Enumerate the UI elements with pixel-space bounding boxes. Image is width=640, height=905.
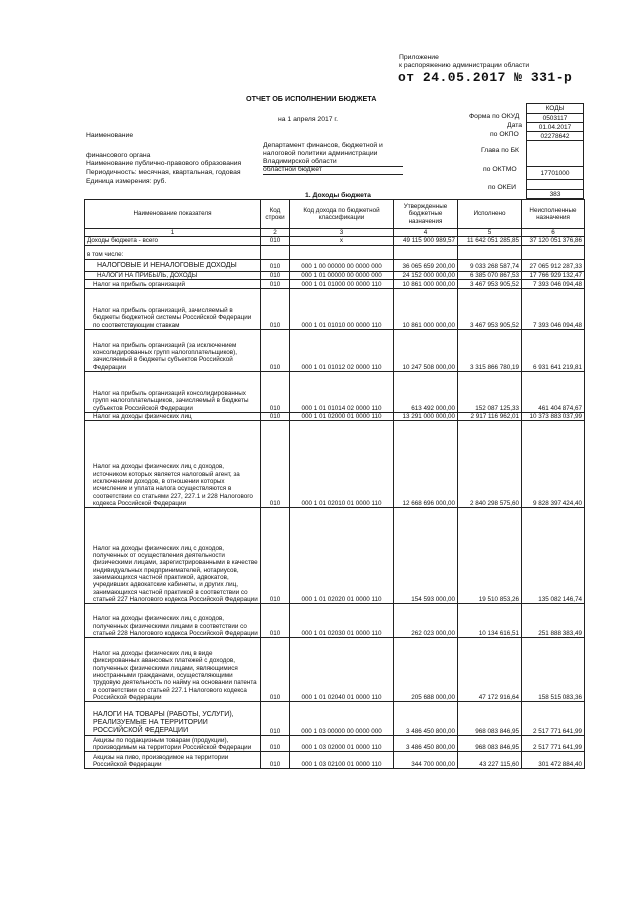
row-kbk: 000 1 01 02020 01 0000 110 — [290, 508, 394, 604]
row-code: 010 — [261, 237, 290, 245]
table-row — [85, 288, 585, 329]
row-approved: 24 152 000 000,00 — [394, 271, 458, 279]
table-row — [85, 237, 585, 245]
row-code: 010 — [261, 702, 290, 736]
row-kbk: 000 1 01 01010 00 0000 110 — [290, 288, 394, 329]
table-row — [85, 259, 585, 271]
table-row — [85, 421, 585, 508]
row-approved: 262 023 000,00 — [394, 604, 458, 638]
row-code: 010 — [261, 421, 290, 508]
row-code: 010 — [261, 638, 290, 702]
table-row — [85, 329, 585, 371]
row-executed: 968 083 846,95 — [458, 702, 522, 736]
row-kbk: 000 1 01 02000 01 0000 110 — [290, 412, 394, 420]
public-entity-value: областной бюджет — [263, 166, 403, 175]
okpo-label: по ОКПО — [490, 131, 519, 138]
glava-label: Глава по БК — [481, 147, 520, 154]
col-number: 6 — [522, 229, 585, 237]
row-executed: 47 172 916,64 — [458, 638, 522, 702]
row-approved: 3 486 450 800,00 — [394, 736, 458, 752]
row-unexecuted: 251 888 383,49 — [522, 604, 585, 638]
section-title: 1. Доходы бюджета — [305, 192, 371, 199]
col-header-name: Наименование показателя — [85, 200, 261, 229]
okpo-value: 02278642 — [527, 132, 584, 141]
row-kbk: 000 1 01 01012 02 0000 110 — [290, 329, 394, 371]
row-unexecuted: 37 120 051 376,86 — [522, 237, 585, 245]
row-approved: 10 861 000 000,00 — [394, 288, 458, 329]
row-approved: 10 861 000 000,00 — [394, 279, 458, 288]
col-number: 3 — [290, 229, 394, 237]
okei-value: 383 — [527, 190, 584, 199]
row-kbk: 000 1 01 01014 02 0000 110 — [290, 371, 394, 412]
row-unexecuted: 7 393 046 094,48 — [522, 288, 585, 329]
label-unit: Единица измерения: руб. — [86, 178, 167, 185]
col-header-kbk: Код дохода по бюджетной классификации — [290, 200, 394, 229]
row-approved: 10 247 508 000,00 — [394, 329, 458, 371]
row-code: 010 — [261, 371, 290, 412]
row-code: 010 — [261, 288, 290, 329]
row-name: Налог на доходы физических лиц — [85, 412, 261, 420]
row-code: 010 — [261, 329, 290, 371]
row-executed: 6 385 070 867,53 — [458, 271, 522, 279]
row-executed: 152 087 125,33 — [458, 371, 522, 412]
blank-code — [527, 180, 584, 190]
row-name: Доходы бюджета - всего — [85, 237, 261, 245]
col-number: 4 — [394, 229, 458, 237]
label-public-entity: Наименование публично-правового образования — [86, 160, 242, 167]
row-unexecuted: 17 766 929 132,47 — [522, 271, 585, 279]
codes-box — [526, 103, 584, 199]
row-executed: 2 917 116 962,01 — [458, 412, 522, 420]
table-row — [85, 638, 585, 702]
row-name: НАЛОГОВЫЕ И НЕНАЛОГОВЫЕ ДОХОДЫ — [85, 259, 261, 271]
table-row — [85, 279, 585, 288]
row-code: 010 — [261, 259, 290, 271]
row-unexecuted: 2 517 771 641,99 — [522, 736, 585, 752]
table-row — [85, 604, 585, 638]
col-header-executed: Исполнено — [458, 200, 522, 229]
row-unexecuted: 7 393 046 094,48 — [522, 279, 585, 288]
table-row — [85, 752, 585, 769]
label-periodicity: Периодичность: месячная, квартальная, годовая — [86, 169, 241, 176]
row-kbk: 000 1 00 00000 00 0000 000 — [290, 259, 394, 271]
row-code: 010 — [261, 412, 290, 420]
row-kbk: 000 1 01 02030 01 0000 110 — [290, 604, 394, 638]
row-kbk: 000 1 01 00000 00 0000 000 — [290, 271, 394, 279]
col-number: 5 — [458, 229, 522, 237]
row-executed — [458, 245, 522, 259]
row-name: Налог на прибыль организаций консолидированных групп налогоплательщиков, зачисляемый в бюджеты субъектов Российской Федерации — [85, 371, 261, 412]
row-name: Налог на прибыль организаций, зачисляемый в бюджеты бюджетной системы Российской Федерации по соответствующим ставкам — [85, 288, 261, 329]
row-code: 010 — [261, 604, 290, 638]
row-name: Налог на доходы физических лиц с доходов, полученных от осуществления деятельности физическими лицами, зарегистрированными в качестве индивидуальных предпринимателей, нотариусов, занимающихся частной практикой, адвокатов, учредивших адвокатские кабинеты, и других лиц, занимающихся частной практикой в соответствии со статьей 227 Налогового кодекса Российской Федерации — [85, 508, 261, 604]
table-row — [85, 736, 585, 752]
row-unexecuted: 2 517 771 641,99 — [522, 702, 585, 736]
row-executed: 3 467 953 905,52 — [458, 288, 522, 329]
glava-value — [527, 141, 584, 167]
row-executed: 19 510 853,26 — [458, 508, 522, 604]
table-row — [85, 412, 585, 420]
col-header-code: Код строки — [261, 200, 290, 229]
row-approved: 154 593 000,00 — [394, 508, 458, 604]
row-unexecuted: 461 404 874,67 — [522, 371, 585, 412]
row-code — [261, 245, 290, 259]
row-name: Налог на прибыль организаций — [85, 279, 261, 288]
row-kbk: 000 1 03 00000 00 0000 000 — [290, 702, 394, 736]
row-name: Акцизы по подакцизным товарам (продукции), производимым на территории Российской Федерации — [85, 736, 261, 752]
row-code: 010 — [261, 736, 290, 752]
row-unexecuted: 301 472 884,40 — [522, 752, 585, 769]
okud-label: Форма по ОКУД — [469, 113, 520, 120]
col-header-approved: Утвержденные бюджетные назначения — [394, 200, 458, 229]
col-number: 1 — [85, 229, 261, 237]
order-stamp: от 24.05.2017 № 331-р — [398, 70, 573, 85]
row-executed: 2 840 298 575,60 — [458, 421, 522, 508]
row-name: Налог на доходы физических лиц в виде фиксированных авансовых платежей с доходов, полученных физическими лицами, являющимися иностранными гражданами, осуществляющими трудовую деятельность по найму на основании патента в соответствии со статьей 227.1 Налогового кодекса Российской Федерации — [85, 638, 261, 702]
row-unexecuted: 9 828 397 424,40 — [522, 421, 585, 508]
row-code: 010 — [261, 279, 290, 288]
table-row — [85, 271, 585, 279]
row-executed: 10 134 616,51 — [458, 604, 522, 638]
row-unexecuted: 6 931 641 219,81 — [522, 329, 585, 371]
col-number: 2 — [261, 229, 290, 237]
row-approved: 344 700 000,00 — [394, 752, 458, 769]
col-header-unexecuted: Неисполненные назначения — [522, 200, 585, 229]
oktmo-label: по ОКТМО — [483, 166, 517, 173]
row-unexecuted: 27 065 912 287,33 — [522, 259, 585, 271]
row-approved: 205 688 000,00 — [394, 638, 458, 702]
row-unexecuted — [522, 245, 585, 259]
row-name: Налог на доходы физических лиц с доходов, полученных физическими лицами в соответствии со статьей 228 Налогового кодекса Российской Федерации — [85, 604, 261, 638]
row-kbk: 000 1 03 02000 01 0000 110 — [290, 736, 394, 752]
row-kbk: 000 1 01 02010 01 0000 110 — [290, 421, 394, 508]
row-name: Акцизы на пиво, производимое на территории Российской Федерации — [85, 752, 261, 769]
okud-value: 0503117 — [527, 114, 584, 123]
oktmo-value: 17701000 — [527, 167, 584, 180]
row-approved — [394, 245, 458, 259]
row-approved: 3 486 450 800,00 — [394, 702, 458, 736]
row-name: НАЛОГИ НА ПРИБЫЛЬ, ДОХОДЫ — [85, 271, 261, 279]
row-unexecuted: 10 373 883 037,99 — [522, 412, 585, 420]
report-date: на 1 апреля 2017 г. — [278, 116, 338, 123]
row-name: Налог на прибыль организаций (за исключением консолидированных групп налогоплательщиков), зачисляемый в бюджеты субъектов Российской Федерации — [85, 329, 261, 371]
date-label: Дата — [507, 122, 523, 129]
label-naimenovanie: Наименование — [86, 132, 134, 139]
table-header-row — [85, 200, 585, 229]
row-name: НАЛОГИ НА ТОВАРЫ (РАБОТЫ, УСЛУГИ), РЕАЛИЗУЕМЫЕ НА ТЕРРИТОРИИ РОССИЙСКОЙ ФЕДЕРАЦИИ — [85, 702, 261, 736]
row-unexecuted: 158 515 083,36 — [522, 638, 585, 702]
row-kbk: 000 1 03 02100 01 0000 110 — [290, 752, 394, 769]
row-approved: 36 065 659 200,00 — [394, 259, 458, 271]
row-kbk: 000 1 01 02040 01 0000 110 — [290, 638, 394, 702]
row-code: 010 — [261, 508, 290, 604]
table-row — [85, 245, 585, 259]
codes-header: КОДЫ — [527, 104, 584, 114]
row-executed: 3 467 953 905,52 — [458, 279, 522, 288]
label-fin-organ: финансового органа — [86, 152, 151, 159]
income-table — [84, 199, 585, 769]
table-row — [85, 702, 585, 736]
date-value: 01.04.2017 — [527, 123, 584, 132]
row-approved: 49 115 900 989,57 — [394, 237, 458, 245]
okei-label: по ОКЕИ — [488, 184, 517, 191]
row-executed: 11 642 051 285,85 — [458, 237, 522, 245]
table-row — [85, 371, 585, 412]
row-code: 010 — [261, 752, 290, 769]
fin-organ-value: Департамент финансов, бюджетной и налоговой политики администрации Владимирской области — [263, 142, 403, 167]
row-approved: 13 291 000 000,00 — [394, 412, 458, 420]
row-unexecuted: 135 082 146,74 — [522, 508, 585, 604]
row-executed: 43 227 115,60 — [458, 752, 522, 769]
row-kbk — [290, 245, 394, 259]
appendix-line-2: к распоряжению администрации области — [399, 62, 530, 69]
row-name: в том числе: — [85, 245, 261, 259]
column-numbers-row — [85, 229, 585, 237]
report-title: ОТЧЕТ ОБ ИСПОЛНЕНИИ БЮДЖЕТА — [246, 94, 377, 103]
row-executed: 9 033 268 587,74 — [458, 259, 522, 271]
row-approved: 12 668 696 000,00 — [394, 421, 458, 508]
row-kbk: x — [290, 237, 394, 245]
row-name: Налог на доходы физических лиц с доходов, источником которых является налоговый агент, за исключением доходов, в отношении которых исчисление и уплата налога осуществляются в соответствии со статьями 227, 227.1 и 228 Налогового кодекса Российской Федерации — [85, 421, 261, 508]
appendix-line-1: Приложение — [399, 54, 439, 61]
table-row — [85, 508, 585, 604]
row-approved: 613 492 000,00 — [394, 371, 458, 412]
row-code: 010 — [261, 271, 290, 279]
row-executed: 3 315 866 780,19 — [458, 329, 522, 371]
row-executed: 968 083 846,95 — [458, 736, 522, 752]
row-kbk: 000 1 01 01000 00 0000 110 — [290, 279, 394, 288]
